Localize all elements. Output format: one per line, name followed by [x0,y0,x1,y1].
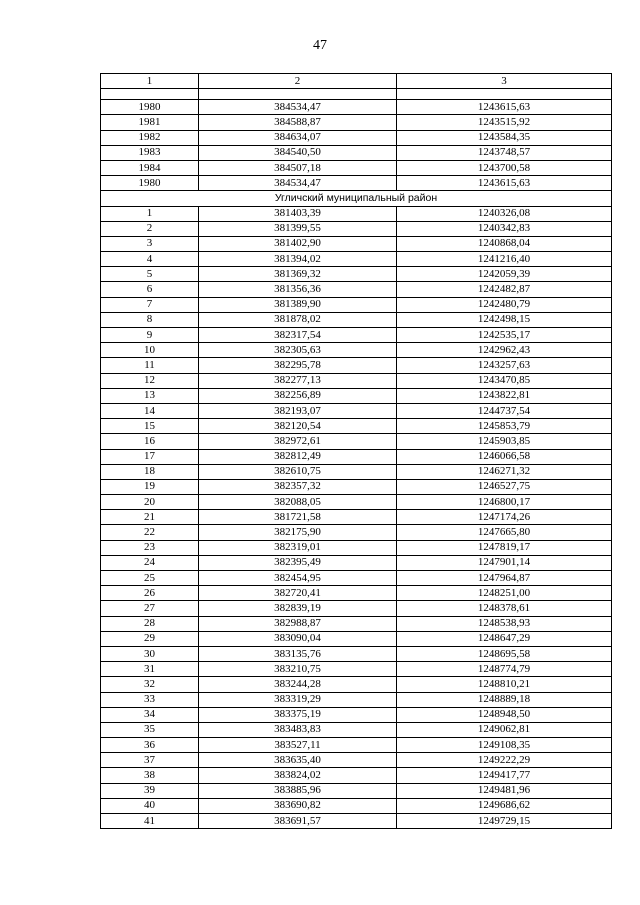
x-coordinate-cell: 382720,41 [199,586,397,601]
point-number-cell: 35 [101,722,199,737]
table-row [101,267,612,282]
point-number-cell: 41 [101,814,199,829]
point-number-cell: 22 [101,525,199,540]
x-coordinate-cell: 384634,07 [199,130,397,145]
y-coordinate-cell: 1248647,29 [397,631,612,646]
y-coordinate-cell: 1246271,32 [397,464,612,479]
y-coordinate-cell: 1244737,54 [397,403,612,418]
x-coordinate-cell: 382319,01 [199,540,397,555]
table-row [101,328,612,343]
x-coordinate-cell: 383483,83 [199,722,397,737]
section-row [101,191,612,206]
x-coordinate-cell: 382295,78 [199,358,397,373]
table-row [101,176,612,191]
x-coordinate-cell: 382610,75 [199,464,397,479]
page-number: 47 [313,38,327,53]
y-coordinate-cell: 1249108,35 [397,738,612,753]
x-coordinate-cell: 381356,36 [199,282,397,297]
point-number-cell: 2 [101,221,199,236]
y-coordinate-cell: 1243615,63 [397,176,612,191]
table-row [101,464,612,479]
point-number-cell: 15 [101,419,199,434]
table-row [101,115,612,130]
table-row [101,601,612,616]
table-body [101,74,612,829]
point-number-cell: 33 [101,692,199,707]
x-coordinate-cell: 381878,02 [199,312,397,327]
x-coordinate-cell: 382277,13 [199,373,397,388]
y-coordinate-cell: 1241216,40 [397,252,612,267]
table-row [101,373,612,388]
y-coordinate-cell: 1249686,62 [397,798,612,813]
table-row [101,586,612,601]
x-coordinate-cell: 383244,28 [199,677,397,692]
point-number-cell: 3 [101,236,199,251]
y-coordinate-cell: 1242059,39 [397,267,612,282]
y-coordinate-cell: 1248889,18 [397,692,612,707]
x-coordinate-cell: 382357,32 [199,479,397,494]
point-number-cell: 10 [101,343,199,358]
y-coordinate-cell: 1247174,26 [397,510,612,525]
point-number-cell: 38 [101,768,199,783]
table-row [101,707,612,722]
empty-cell [397,89,612,100]
table-row [101,403,612,418]
point-number-cell: 20 [101,495,199,510]
x-coordinate-cell: 381389,90 [199,297,397,312]
point-number-cell: 7 [101,297,199,312]
point-number-cell: 9 [101,328,199,343]
table-row [101,145,612,160]
point-number-cell: 1982 [101,130,199,145]
y-coordinate-cell: 1246527,75 [397,479,612,494]
point-number-cell: 37 [101,753,199,768]
point-number-cell: 21 [101,510,199,525]
point-number-cell: 31 [101,662,199,677]
table-row [101,798,612,813]
point-number-cell: 1984 [101,160,199,175]
point-number-cell: 17 [101,449,199,464]
point-number-cell: 29 [101,631,199,646]
y-coordinate-cell: 1242962,43 [397,343,612,358]
point-number-cell: 32 [101,677,199,692]
x-coordinate-cell: 381399,55 [199,221,397,236]
coordinates-table [100,73,612,829]
empty-cell [101,89,199,100]
table-row [101,662,612,677]
y-coordinate-cell: 1247964,87 [397,571,612,586]
y-coordinate-cell: 1245903,85 [397,434,612,449]
x-coordinate-cell: 384540,50 [199,145,397,160]
point-number-cell: 25 [101,571,199,586]
table-row [101,312,612,327]
table-row [101,510,612,525]
x-coordinate-cell: 383210,75 [199,662,397,677]
point-number-cell: 6 [101,282,199,297]
point-number-cell: 36 [101,738,199,753]
table-row [101,571,612,586]
x-coordinate-cell: 383635,40 [199,753,397,768]
table-row [101,206,612,221]
x-coordinate-cell: 383090,04 [199,631,397,646]
x-coordinate-cell: 383691,57 [199,814,397,829]
header-cell-point: 1 [101,74,199,89]
point-number-cell: 39 [101,783,199,798]
point-number-cell: 1 [101,206,199,221]
table-row [101,236,612,251]
y-coordinate-cell: 1249222,29 [397,753,612,768]
y-coordinate-cell: 1243515,92 [397,115,612,130]
point-number-cell: 11 [101,358,199,373]
table-row [101,783,612,798]
section-title: Угличский муниципальный район [101,191,612,206]
y-coordinate-cell: 1247819,17 [397,540,612,555]
x-coordinate-cell: 382395,49 [199,555,397,570]
y-coordinate-cell: 1240342,83 [397,221,612,236]
x-coordinate-cell: 382088,05 [199,495,397,510]
table-row [101,358,612,373]
x-coordinate-cell: 383690,82 [199,798,397,813]
table-row [101,434,612,449]
point-number-cell: 1981 [101,115,199,130]
table-row [101,753,612,768]
y-coordinate-cell: 1246066,58 [397,449,612,464]
y-coordinate-cell: 1249729,15 [397,814,612,829]
y-coordinate-cell: 1242480,79 [397,297,612,312]
point-number-cell: 23 [101,540,199,555]
y-coordinate-cell: 1240868,04 [397,236,612,251]
y-coordinate-cell: 1243584,35 [397,130,612,145]
table-row [101,646,612,661]
table-row [101,692,612,707]
y-coordinate-cell: 1248810,21 [397,677,612,692]
header-cell-x: 2 [199,74,397,89]
x-coordinate-cell: 381394,02 [199,252,397,267]
point-number-cell: 27 [101,601,199,616]
y-coordinate-cell: 1248774,79 [397,662,612,677]
x-coordinate-cell: 381369,32 [199,267,397,282]
point-number-cell: 5 [101,267,199,282]
table-row [101,616,612,631]
x-coordinate-cell: 383527,11 [199,738,397,753]
point-number-cell: 19 [101,479,199,494]
y-coordinate-cell: 1245853,79 [397,419,612,434]
x-coordinate-cell: 382812,49 [199,449,397,464]
x-coordinate-cell: 382193,07 [199,403,397,418]
point-number-cell: 18 [101,464,199,479]
point-number-cell: 34 [101,707,199,722]
point-number-cell: 13 [101,388,199,403]
table-row [101,449,612,464]
table-row [101,525,612,540]
y-coordinate-cell: 1243822,81 [397,388,612,403]
x-coordinate-cell: 384534,47 [199,100,397,115]
point-number-cell: 30 [101,646,199,661]
x-coordinate-cell: 383885,96 [199,783,397,798]
x-coordinate-cell: 382454,95 [199,571,397,586]
header-row [101,74,612,89]
table-row [101,722,612,737]
x-coordinate-cell: 382175,90 [199,525,397,540]
table-row [101,252,612,267]
y-coordinate-cell: 1242482,87 [397,282,612,297]
y-coordinate-cell: 1248251,00 [397,586,612,601]
table-row [101,160,612,175]
y-coordinate-cell: 1243700,58 [397,160,612,175]
x-coordinate-cell: 382839,19 [199,601,397,616]
table-row [101,130,612,145]
table-row [101,814,612,829]
y-coordinate-cell: 1242498,15 [397,312,612,327]
table-row [101,419,612,434]
point-number-cell: 1980 [101,100,199,115]
x-coordinate-cell: 382256,89 [199,388,397,403]
y-coordinate-cell: 1242535,17 [397,328,612,343]
y-coordinate-cell: 1248378,61 [397,601,612,616]
point-number-cell: 4 [101,252,199,267]
table-row [101,631,612,646]
table-row [101,495,612,510]
x-coordinate-cell: 383135,76 [199,646,397,661]
y-coordinate-cell: 1249417,77 [397,768,612,783]
table-row [101,540,612,555]
x-coordinate-cell: 381721,58 [199,510,397,525]
x-coordinate-cell: 382972,61 [199,434,397,449]
y-coordinate-cell: 1249062,81 [397,722,612,737]
table-row [101,221,612,236]
x-coordinate-cell: 381402,90 [199,236,397,251]
x-coordinate-cell: 382988,87 [199,616,397,631]
table-row [101,555,612,570]
point-number-cell: 1983 [101,145,199,160]
y-coordinate-cell: 1243748,57 [397,145,612,160]
point-number-cell: 24 [101,555,199,570]
table-row [101,479,612,494]
y-coordinate-cell: 1247665,80 [397,525,612,540]
x-coordinate-cell: 384507,18 [199,160,397,175]
y-coordinate-cell: 1246800,17 [397,495,612,510]
x-coordinate-cell: 384588,87 [199,115,397,130]
y-coordinate-cell: 1248538,93 [397,616,612,631]
x-coordinate-cell: 381403,39 [199,206,397,221]
table-row [101,388,612,403]
y-coordinate-cell: 1247901,14 [397,555,612,570]
point-number-cell: 16 [101,434,199,449]
table-row [101,343,612,358]
table-row [101,100,612,115]
x-coordinate-cell: 382305,63 [199,343,397,358]
point-number-cell: 8 [101,312,199,327]
x-coordinate-cell: 382120,54 [199,419,397,434]
table-row [101,768,612,783]
table-row [101,297,612,312]
point-number-cell: 14 [101,403,199,418]
y-coordinate-cell: 1243470,85 [397,373,612,388]
x-coordinate-cell: 383824,02 [199,768,397,783]
x-coordinate-cell: 384534,47 [199,176,397,191]
y-coordinate-cell: 1243257,63 [397,358,612,373]
spacer-row [101,89,612,100]
x-coordinate-cell: 382317,54 [199,328,397,343]
y-coordinate-cell: 1249481,96 [397,783,612,798]
point-number-cell: 1980 [101,176,199,191]
empty-cell [199,89,397,100]
header-cell-y: 3 [397,74,612,89]
table-row [101,738,612,753]
table-row [101,282,612,297]
y-coordinate-cell: 1248695,58 [397,646,612,661]
y-coordinate-cell: 1240326,08 [397,206,612,221]
point-number-cell: 28 [101,616,199,631]
x-coordinate-cell: 383375,19 [199,707,397,722]
y-coordinate-cell: 1243615,63 [397,100,612,115]
y-coordinate-cell: 1248948,50 [397,707,612,722]
x-coordinate-cell: 383319,29 [199,692,397,707]
point-number-cell: 26 [101,586,199,601]
point-number-cell: 40 [101,798,199,813]
point-number-cell: 12 [101,373,199,388]
table-row [101,677,612,692]
